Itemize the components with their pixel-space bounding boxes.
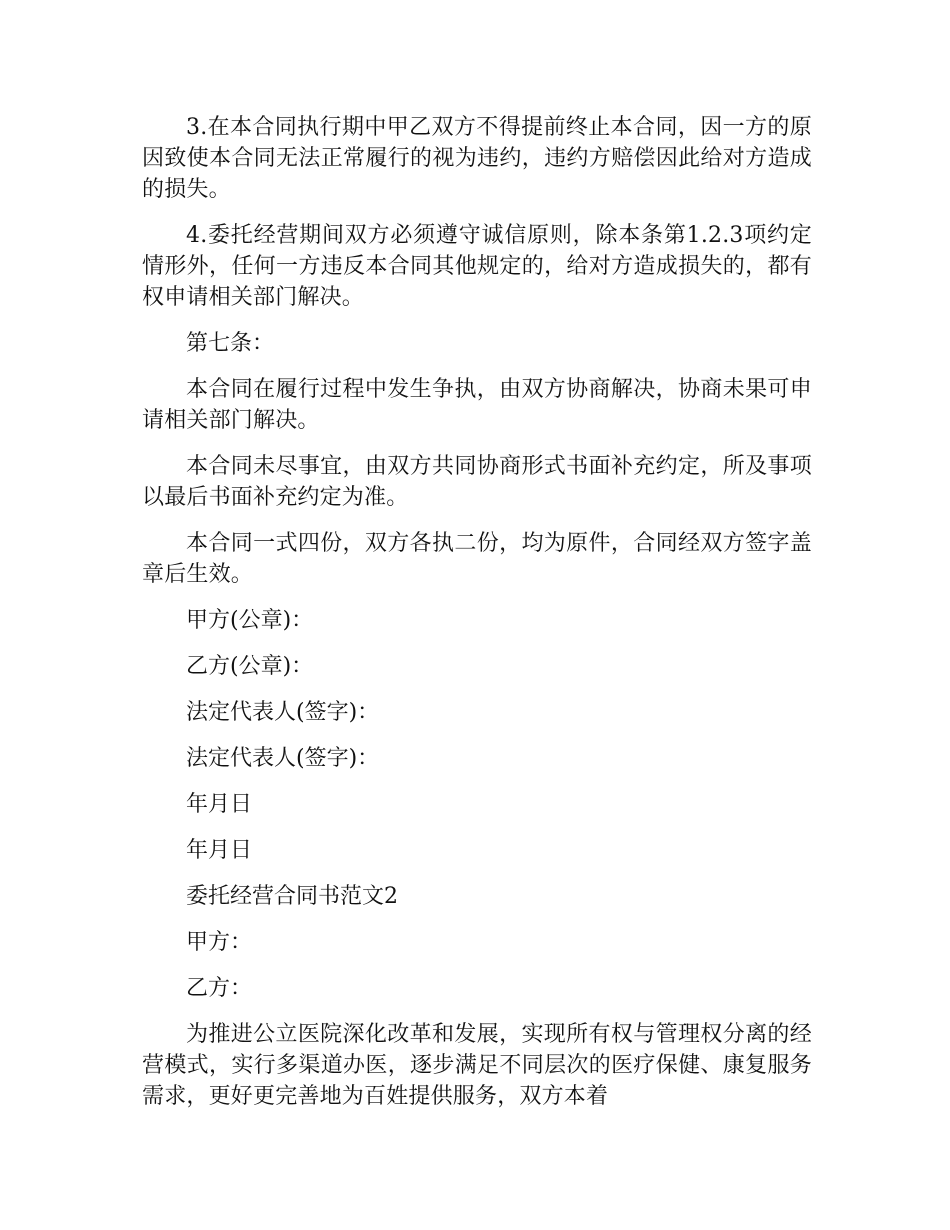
article-7-heading: 第七条： bbox=[186, 331, 275, 356]
party-a-date-line: 年月日 bbox=[186, 792, 253, 817]
clause-4-paragraph: 4.委托经营期间双方必须遵守诚信原则，除本条第1.2.3项约定情形外，任何一方违反本合同其他规定的，给对方造成损失的，都有权申请相关部门解决。 bbox=[142, 223, 812, 310]
preamble-paragraph: 为推进公立医院深化改革和发展，实现所有权与管理权分离的经营模式，实行多渠道办医，逐步满足不同层次的医疗保健、康复服务需求，更好更完善地为百姓提供服务，双方本着 bbox=[142, 1022, 812, 1109]
supplement-paragraph: 本合同未尽事宜，由双方共同协商形式书面补充约定，所及事项以最后书面补充约定为准。 bbox=[142, 454, 812, 510]
party-b-date-line: 年月日 bbox=[186, 838, 253, 863]
document-page bbox=[142, 112, 812, 1127]
copies-paragraph: 本合同一式四份，双方各执二份，均为原件，合同经双方签字盖章后生效。 bbox=[142, 531, 812, 587]
dispute-paragraph: 本合同在履行过程中发生争执，由双方协商解决，协商未果可申请相关部门解决。 bbox=[142, 377, 812, 433]
party-a-label: 甲方： bbox=[186, 930, 253, 955]
party-b-seal-line: 乙方(公章)： bbox=[186, 654, 314, 679]
party-b-label: 乙方： bbox=[186, 976, 253, 1001]
contract-2-title: 委托经营合同书范文2 bbox=[186, 884, 398, 909]
party-a-representative-line: 法定代表人(签字)： bbox=[186, 700, 380, 725]
party-a-seal-line: 甲方(公章)： bbox=[186, 608, 314, 633]
party-b-representative-line: 法定代表人(签字)： bbox=[186, 746, 380, 771]
clause-3-paragraph: 3.在本合同执行期中甲乙双方不得提前终止本合同，因一方的原因致使本合同无法正常履行的视为违约，违约方赔偿因此给对方造成的损失。 bbox=[142, 115, 812, 202]
